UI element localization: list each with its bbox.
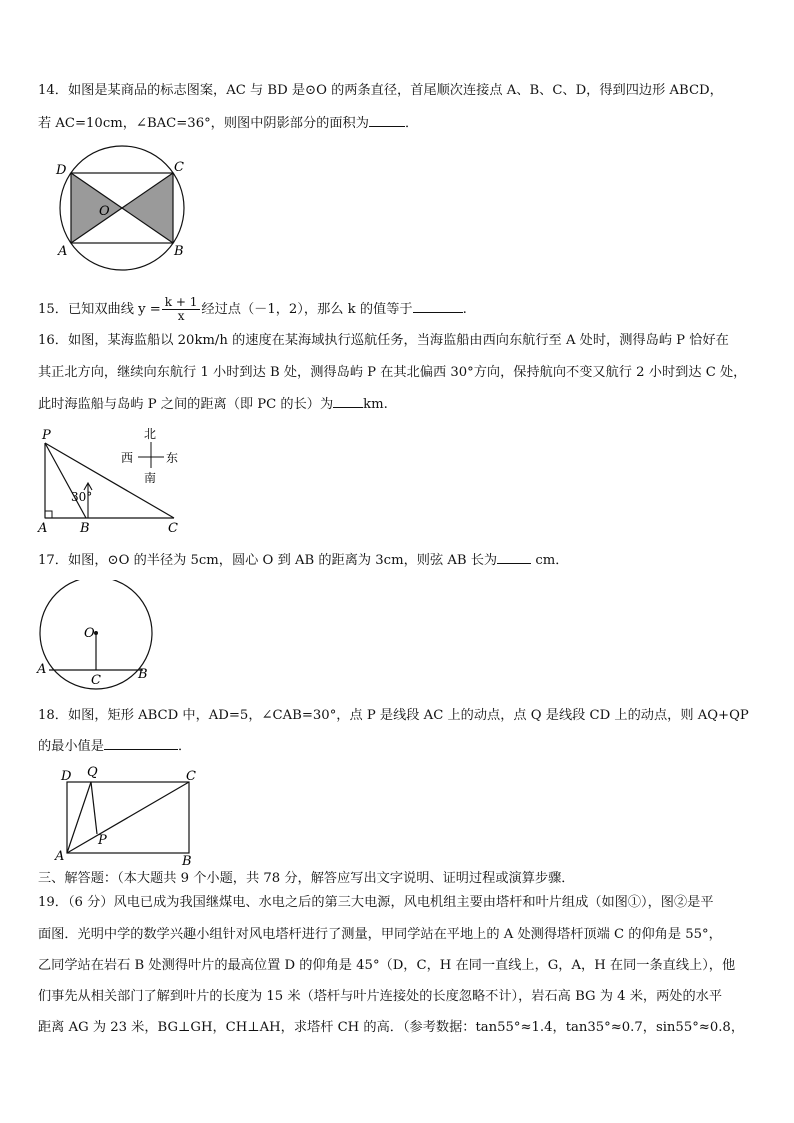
q18-diagonal-ac	[67, 782, 189, 853]
q16-figure	[34, 426, 204, 536]
q17-label-a: A	[37, 662, 47, 677]
q17-label-c: C	[91, 673, 101, 688]
q18-text: 的最小值是	[38, 739, 104, 754]
q14-answer-blank	[369, 114, 405, 127]
q17-line	[38, 551, 758, 570]
q16-end: km.	[363, 397, 388, 412]
q17-text: 17．如图，⊙O 的半径为 5cm，圆心 O 到 AB 的距离为 3cm，则弦 AB 长为	[38, 553, 498, 568]
q14-line-2	[38, 114, 758, 133]
q16-line-2: 其正北方向，继续向东航行 1 小时到达 B 处，测得岛屿 P 在其北偏西 30°方向，保持航向不变又航行 2 小时到达 C 处，	[38, 365, 747, 380]
section-3-heading: 三、解答题：（本大题共 9 个小题，共 78 分，解答应写出文字说明、证明过程或演算步骤．	[38, 871, 575, 886]
q14-label-c: C	[174, 160, 184, 175]
q18-label-c: C	[186, 769, 196, 784]
q15-answer-blank	[413, 300, 463, 313]
q18-label-q: Q	[87, 765, 98, 780]
q18-line-2	[38, 737, 758, 756]
q15-fraction	[162, 296, 201, 323]
q19-line-3: 乙同学站在岩石 B 处测得叶片的最高位置 D 的仰角是 45°（D，C，H 在同一直线上，G，A，H 在同一条直线上），他	[38, 958, 736, 973]
q15-post: 经过点（－1，2），那么 k 的值等于	[201, 302, 413, 317]
q16-label-p: P	[42, 428, 51, 443]
q14-line-1: 14．如图是某商品的标志图案，AC 与 BD 是⊙O 的两条直径，首尾顺次连接点 A、B、C、D，得到四边形 ABCD，	[38, 83, 723, 98]
q17-figure	[32, 580, 162, 692]
q18-answer-blank	[104, 737, 178, 750]
q15-line	[38, 296, 758, 323]
q16-compass-south: 南	[144, 471, 157, 485]
q16-line-3	[38, 395, 758, 414]
q17-label-o: O	[84, 626, 95, 641]
q15-pre: 15．已知双曲线 y =	[38, 302, 161, 317]
q16-label-a: A	[38, 521, 48, 536]
q18-line-1: 18．如图，矩形 ABCD 中，AD=5，∠CAB=30°，点 P 是线段 AC 上的动点，点 Q 是线段 CD 上的动点，则 AQ+QP	[38, 708, 749, 723]
q16-compass-east: 东	[166, 451, 179, 465]
q16-compass-west: 西	[121, 451, 134, 465]
q18-label-p: P	[98, 833, 107, 848]
q15-numerator: k + 1	[162, 296, 201, 310]
q14-label-a: A	[58, 244, 68, 259]
q17-answer-blank	[497, 551, 531, 564]
q18-figure	[52, 762, 212, 866]
q14-text: 若 AC=10cm，∠BAC=36°，则图中阴影部分的面积为	[38, 116, 369, 131]
q16-label-c: C	[168, 521, 178, 536]
q16-compass-north: 北	[144, 427, 157, 441]
q16-right-angle	[45, 511, 52, 518]
q18-label-b: B	[182, 854, 192, 866]
q18-end: ．	[177, 739, 192, 754]
q16-text: 此时海监船与岛屿 P 之间的距离（即 PC 的长）为	[38, 397, 334, 412]
q19-line-5: 距离 AG 为 23 米，BG⊥GH，CH⊥AH，求塔杆 CH 的高．（参考数据：tan55°≈1.4，tan35°≈0.7，sin55°≈0.8，	[38, 1020, 745, 1035]
q14-label-b: B	[174, 244, 184, 259]
q18-label-a: A	[55, 849, 65, 864]
q15-end: .	[462, 302, 467, 317]
q19-line-2: 面图．光明中学的数学兴趣小组针对风电塔杆进行了测量，甲同学站在平地上的 A 处测得塔杆顶端 C 的仰角是 55°，	[38, 927, 722, 942]
q16-angle-label: 30°	[71, 490, 93, 504]
q18-segment-qp	[91, 782, 97, 834]
q19-line-1: 19．（6 分）风电已成为我国继煤电、水电之后的第三大电源，风电机组主要由塔杆和叶片组成（如图①），图②是平	[38, 895, 714, 910]
q17-label-b: B	[138, 667, 148, 682]
q17-end: cm．	[535, 553, 569, 568]
q14-label-d: D	[56, 163, 67, 178]
q14-end: ．	[404, 116, 419, 131]
q14-label-o: O	[99, 204, 110, 219]
q14-figure	[44, 143, 204, 273]
q18-segment-aq	[67, 782, 91, 853]
q15-denominator: x	[177, 309, 185, 323]
q16-label-b: B	[80, 521, 90, 536]
q16-line-1: 16．如图，某海监船以 20km/h 的速度在某海域执行巡航任务，当海监船由西向东航行至 A 处时，测得岛屿 P 恰好在	[38, 333, 729, 348]
q18-label-d: D	[61, 769, 72, 784]
q16-answer-blank	[333, 395, 363, 408]
q19-line-4: 们事先从相关部门了解到叶片的长度为 15 米（塔杆与叶片连接处的长度忽略不计），岩石高 BG 为 4 米，两处的水平	[38, 989, 723, 1004]
